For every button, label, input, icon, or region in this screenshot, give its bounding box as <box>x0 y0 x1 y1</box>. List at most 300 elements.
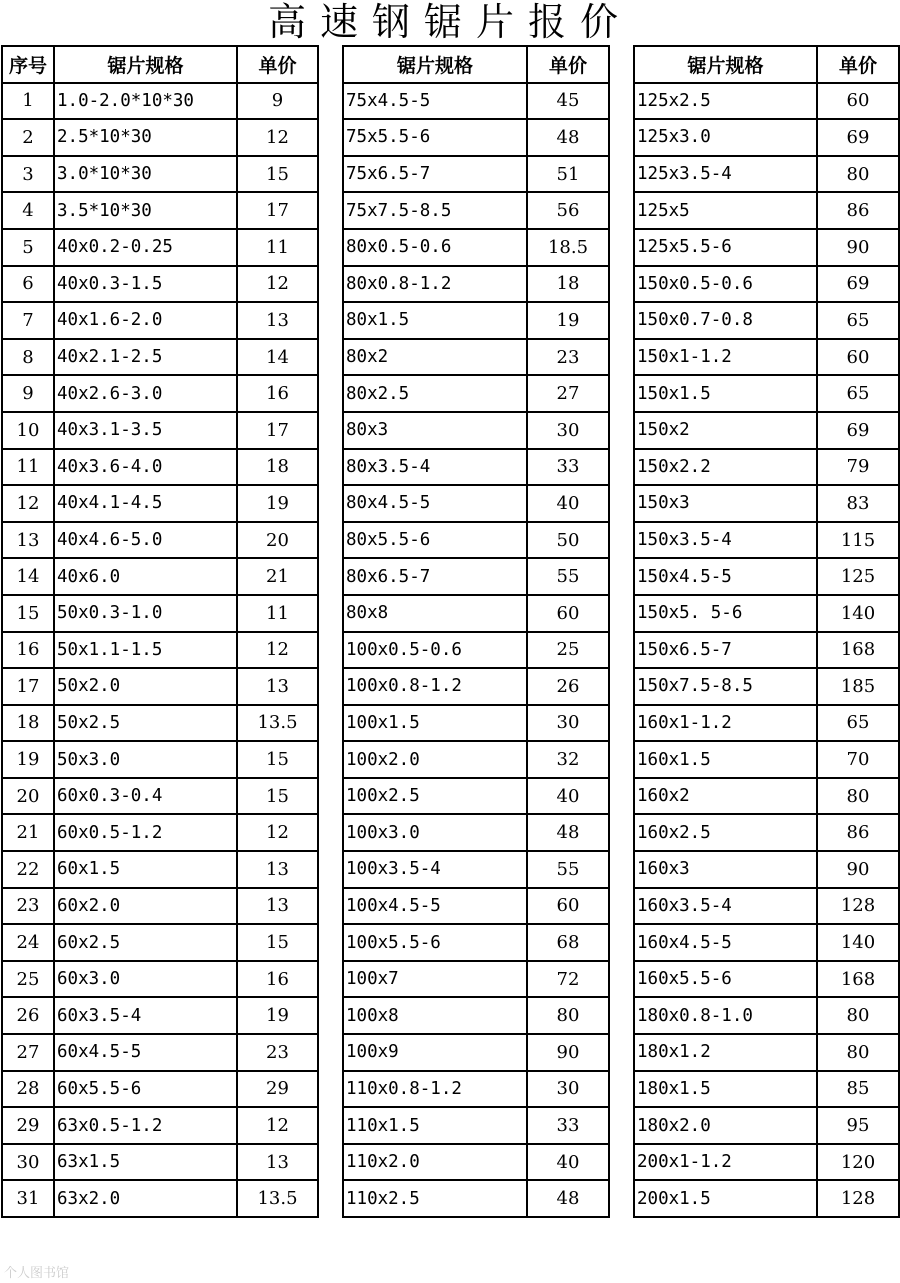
table-row <box>343 1071 609 1108</box>
spec-cell: 100x5.5-6 <box>343 924 527 961</box>
spec-cell: 80x8 <box>343 595 527 632</box>
table-row <box>2 632 318 669</box>
row-index: 1 <box>2 83 54 120</box>
row-index: 30 <box>2 1144 54 1181</box>
spec-cell: 50x1.1-1.5 <box>54 632 237 669</box>
spec-cell: 40x2.1-2.5 <box>54 339 237 376</box>
spec-cell: 100x3.0 <box>343 814 527 851</box>
table-row <box>634 888 899 925</box>
price-cell: 12 <box>237 814 318 851</box>
spec-cell: 100x9 <box>343 1034 527 1071</box>
spec-cell: 80x2.5 <box>343 375 527 412</box>
price-cell: 13 <box>237 668 318 705</box>
spec-cell: 180x2.0 <box>634 1107 817 1144</box>
row-index: 5 <box>2 229 54 266</box>
spec-cell: 63x1.5 <box>54 1144 237 1181</box>
spec-cell: 60x4.5-5 <box>54 1034 237 1071</box>
table-row <box>343 632 609 669</box>
spec-cell: 40x1.6-2.0 <box>54 302 237 339</box>
table-row <box>634 741 899 778</box>
table-row <box>2 1071 318 1108</box>
price-cell: 18 <box>527 266 609 303</box>
price-cell: 23 <box>237 1034 318 1071</box>
spec-cell: 2.5*10*30 <box>54 119 237 156</box>
spec-cell: 125x3.5-4 <box>634 156 817 193</box>
table-row <box>2 1180 318 1217</box>
row-index: 15 <box>2 595 54 632</box>
header-price: 单价 <box>237 46 318 83</box>
price-cell: 80 <box>527 997 609 1034</box>
spec-cell: 80x3.5-4 <box>343 449 527 486</box>
spec-cell: 60x3.5-4 <box>54 997 237 1034</box>
price-cell: 19 <box>237 485 318 522</box>
price-cell: 13 <box>237 302 318 339</box>
page-title: 高速钢锯片报价 <box>267 0 632 44</box>
table-row <box>634 339 899 376</box>
row-index: 23 <box>2 888 54 925</box>
row-index: 17 <box>2 668 54 705</box>
price-cell: 90 <box>817 851 899 888</box>
row-index: 10 <box>2 412 54 449</box>
table-row <box>343 595 609 632</box>
table-row <box>343 851 609 888</box>
table-row <box>343 997 609 1034</box>
table-row <box>2 961 318 998</box>
row-index: 18 <box>2 705 54 742</box>
table-row <box>2 375 318 412</box>
price-cell: 48 <box>527 119 609 156</box>
table-row <box>634 119 899 156</box>
table-row <box>634 1180 899 1217</box>
table-row <box>343 412 609 449</box>
spec-cell: 160x3.5-4 <box>634 888 817 925</box>
spec-cell: 100x0.5-0.6 <box>343 632 527 669</box>
table-row <box>634 961 899 998</box>
price-cell: 70 <box>817 741 899 778</box>
spec-cell: 150x2.2 <box>634 449 817 486</box>
table-row <box>2 412 318 449</box>
spec-cell: 1.0-2.0*10*30 <box>54 83 237 120</box>
table-row <box>2 851 318 888</box>
table-row <box>2 83 318 120</box>
price-cell: 60 <box>527 595 609 632</box>
price-cell: 56 <box>527 192 609 229</box>
table-row <box>2 1034 318 1071</box>
price-cell: 120 <box>817 1144 899 1181</box>
spec-cell: 63x0.5-1.2 <box>54 1107 237 1144</box>
table-row <box>634 412 899 449</box>
table-row <box>2 888 318 925</box>
row-index: 7 <box>2 302 54 339</box>
spec-cell: 150x2 <box>634 412 817 449</box>
table-row <box>343 192 609 229</box>
spec-cell: 60x1.5 <box>54 851 237 888</box>
price-cell: 65 <box>817 302 899 339</box>
price-cell: 33 <box>527 1107 609 1144</box>
header-index: 序号 <box>2 46 54 83</box>
spec-cell: 110x1.5 <box>343 1107 527 1144</box>
spec-cell: 80x0.5-0.6 <box>343 229 527 266</box>
table-row <box>2 668 318 705</box>
spec-cell: 63x2.0 <box>54 1180 237 1217</box>
price-cell: 60 <box>527 888 609 925</box>
price-cell: 13.5 <box>237 1180 318 1217</box>
price-cell: 185 <box>817 668 899 705</box>
price-table-3 <box>633 45 900 1218</box>
table-row <box>2 522 318 559</box>
price-cell: 15 <box>237 778 318 815</box>
price-cell: 80 <box>817 156 899 193</box>
price-cell: 32 <box>527 741 609 778</box>
spec-cell: 160x2.5 <box>634 814 817 851</box>
price-cell: 48 <box>527 1180 609 1217</box>
spec-cell: 40x4.1-4.5 <box>54 485 237 522</box>
spec-cell: 125x5.5-6 <box>634 229 817 266</box>
price-cell: 125 <box>817 558 899 595</box>
price-cell: 140 <box>817 924 899 961</box>
table-row <box>343 741 609 778</box>
price-cell: 85 <box>817 1071 899 1108</box>
table-row <box>343 522 609 559</box>
price-cell: 40 <box>527 778 609 815</box>
price-cell: 86 <box>817 192 899 229</box>
price-cell: 30 <box>527 1071 609 1108</box>
table-row <box>634 1107 899 1144</box>
spec-cell: 80x1.5 <box>343 302 527 339</box>
spec-cell: 50x2.0 <box>54 668 237 705</box>
price-cell: 68 <box>527 924 609 961</box>
spec-cell: 110x2.0 <box>343 1144 527 1181</box>
spec-cell: 40x2.6-3.0 <box>54 375 237 412</box>
price-cell: 65 <box>817 375 899 412</box>
table-row <box>2 558 318 595</box>
spec-cell: 60x2.0 <box>54 888 237 925</box>
spec-cell: 150x6.5-7 <box>634 632 817 669</box>
row-index: 4 <box>2 192 54 229</box>
spec-cell: 75x4.5-5 <box>343 83 527 120</box>
row-index: 12 <box>2 485 54 522</box>
table-row <box>343 924 609 961</box>
table-row <box>634 302 899 339</box>
table-row <box>2 339 318 376</box>
table-row <box>343 302 609 339</box>
table-row <box>343 119 609 156</box>
table-row <box>343 375 609 412</box>
spec-cell: 150x4.5-5 <box>634 558 817 595</box>
table-row <box>634 522 899 559</box>
price-cell: 18 <box>237 449 318 486</box>
row-index: 20 <box>2 778 54 815</box>
spec-cell: 150x3 <box>634 485 817 522</box>
row-index: 27 <box>2 1034 54 1071</box>
table-row <box>2 485 318 522</box>
table-row <box>2 449 318 486</box>
price-cell: 80 <box>817 778 899 815</box>
table-row <box>2 266 318 303</box>
spec-cell: 180x0.8-1.0 <box>634 997 817 1034</box>
spec-cell: 160x4.5-5 <box>634 924 817 961</box>
header-spec: 锯片规格 <box>54 46 237 83</box>
table-row <box>634 632 899 669</box>
table-row <box>343 1144 609 1181</box>
spec-cell: 150x3.5-4 <box>634 522 817 559</box>
spec-cell: 150x1.5 <box>634 375 817 412</box>
row-index: 19 <box>2 741 54 778</box>
table-row <box>2 705 318 742</box>
price-cell: 12 <box>237 266 318 303</box>
spec-cell: 80x3 <box>343 412 527 449</box>
price-cell: 80 <box>817 1034 899 1071</box>
table-row <box>343 705 609 742</box>
table-row <box>2 229 318 266</box>
price-cell: 40 <box>527 1144 609 1181</box>
spec-cell: 50x3.0 <box>54 741 237 778</box>
price-cell: 72 <box>527 961 609 998</box>
price-cell: 90 <box>817 229 899 266</box>
price-cell: 16 <box>237 375 318 412</box>
price-cell: 79 <box>817 449 899 486</box>
row-index: 25 <box>2 961 54 998</box>
spec-cell: 100x1.5 <box>343 705 527 742</box>
spec-cell: 100x3.5-4 <box>343 851 527 888</box>
table-row <box>2 778 318 815</box>
price-cell: 14 <box>237 339 318 376</box>
spec-cell: 40x4.6-5.0 <box>54 522 237 559</box>
price-cell: 90 <box>527 1034 609 1071</box>
price-cell: 21 <box>237 558 318 595</box>
spec-cell: 40x3.1-3.5 <box>54 412 237 449</box>
table-row <box>634 375 899 412</box>
price-table-1 <box>1 45 319 1218</box>
table-row <box>634 705 899 742</box>
table-row <box>343 558 609 595</box>
table-header-row <box>343 46 609 83</box>
price-cell: 15 <box>237 156 318 193</box>
table-row <box>634 814 899 851</box>
price-cell: 16 <box>237 961 318 998</box>
table-row <box>2 924 318 961</box>
spec-cell: 125x2.5 <box>634 83 817 120</box>
spec-cell: 80x2 <box>343 339 527 376</box>
price-cell: 51 <box>527 156 609 193</box>
row-index: 6 <box>2 266 54 303</box>
header-price: 单价 <box>817 46 899 83</box>
spec-cell: 150x1-1.2 <box>634 339 817 376</box>
spec-cell: 150x0.5-0.6 <box>634 266 817 303</box>
row-index: 8 <box>2 339 54 376</box>
spec-cell: 60x3.0 <box>54 961 237 998</box>
row-index: 28 <box>2 1071 54 1108</box>
price-cell: 12 <box>237 632 318 669</box>
table-row <box>2 595 318 632</box>
price-cell: 65 <box>817 705 899 742</box>
row-index: 9 <box>2 375 54 412</box>
price-cell: 30 <box>527 412 609 449</box>
price-cell: 40 <box>527 485 609 522</box>
spec-cell: 160x3 <box>634 851 817 888</box>
price-cell: 83 <box>817 485 899 522</box>
price-cell: 13 <box>237 888 318 925</box>
table-row <box>634 924 899 961</box>
spec-cell: 100x4.5-5 <box>343 888 527 925</box>
spec-cell: 200x1.5 <box>634 1180 817 1217</box>
spec-cell: 3.5*10*30 <box>54 192 237 229</box>
price-cell: 9 <box>237 83 318 120</box>
spec-cell: 40x0.2-0.25 <box>54 229 237 266</box>
price-cell: 19 <box>237 997 318 1034</box>
header-price: 单价 <box>527 46 609 83</box>
price-cell: 12 <box>237 1107 318 1144</box>
price-cell: 25 <box>527 632 609 669</box>
price-cell: 60 <box>817 339 899 376</box>
price-cell: 19 <box>527 302 609 339</box>
spec-cell: 80x6.5-7 <box>343 558 527 595</box>
header-spec: 锯片规格 <box>343 46 527 83</box>
table-row <box>634 266 899 303</box>
spec-cell: 110x2.5 <box>343 1180 527 1217</box>
price-cell: 29 <box>237 1071 318 1108</box>
row-index: 2 <box>2 119 54 156</box>
table-row <box>634 83 899 120</box>
spec-cell: 125x3.0 <box>634 119 817 156</box>
spec-cell: 40x0.3-1.5 <box>54 266 237 303</box>
spec-cell: 110x0.8-1.2 <box>343 1071 527 1108</box>
row-index: 16 <box>2 632 54 669</box>
spec-cell: 3.0*10*30 <box>54 156 237 193</box>
table-row <box>634 778 899 815</box>
table-row <box>634 485 899 522</box>
spec-cell: 200x1-1.2 <box>634 1144 817 1181</box>
price-cell: 128 <box>817 1180 899 1217</box>
price-cell: 168 <box>817 961 899 998</box>
price-cell: 15 <box>237 741 318 778</box>
table-header-row <box>2 46 318 83</box>
row-index: 11 <box>2 449 54 486</box>
price-cell: 140 <box>817 595 899 632</box>
price-cell: 30 <box>527 705 609 742</box>
spec-cell: 160x2 <box>634 778 817 815</box>
price-cell: 15 <box>237 924 318 961</box>
price-cell: 55 <box>527 558 609 595</box>
spec-cell: 180x1.5 <box>634 1071 817 1108</box>
table-row <box>2 997 318 1034</box>
table-row <box>2 814 318 851</box>
table-row <box>2 1144 318 1181</box>
price-cell: 12 <box>237 119 318 156</box>
price-cell: 18.5 <box>527 229 609 266</box>
price-cell: 69 <box>817 266 899 303</box>
spec-cell: 75x7.5-8.5 <box>343 192 527 229</box>
price-cell: 128 <box>817 888 899 925</box>
table-row <box>634 156 899 193</box>
spec-cell: 40x3.6-4.0 <box>54 449 237 486</box>
table-header-row <box>634 46 899 83</box>
price-cell: 60 <box>817 83 899 120</box>
price-cell: 17 <box>237 412 318 449</box>
table-row <box>343 485 609 522</box>
price-cell: 115 <box>817 522 899 559</box>
row-index: 31 <box>2 1180 54 1217</box>
table-row <box>634 558 899 595</box>
spec-cell: 100x2.5 <box>343 778 527 815</box>
row-index: 22 <box>2 851 54 888</box>
table-row <box>2 302 318 339</box>
table-row <box>343 1107 609 1144</box>
table-row <box>2 119 318 156</box>
table-row <box>343 888 609 925</box>
table-row <box>343 1034 609 1071</box>
price-cell: 20 <box>237 522 318 559</box>
table-row <box>343 83 609 120</box>
table-row <box>343 266 609 303</box>
row-index: 13 <box>2 522 54 559</box>
price-cell: 69 <box>817 119 899 156</box>
table-row <box>634 851 899 888</box>
header-spec: 锯片规格 <box>634 46 817 83</box>
table-row <box>343 339 609 376</box>
price-cell: 26 <box>527 668 609 705</box>
table-row <box>343 229 609 266</box>
spec-cell: 40x6.0 <box>54 558 237 595</box>
table-row <box>634 229 899 266</box>
table-row <box>343 814 609 851</box>
table-row <box>343 668 609 705</box>
spec-cell: 180x1.2 <box>634 1034 817 1071</box>
table-row <box>2 156 318 193</box>
table-row <box>343 778 609 815</box>
price-cell: 33 <box>527 449 609 486</box>
row-index: 21 <box>2 814 54 851</box>
table-row <box>634 997 899 1034</box>
price-cell: 13.5 <box>237 705 318 742</box>
table-row <box>343 449 609 486</box>
price-cell: 23 <box>527 339 609 376</box>
table-row <box>634 668 899 705</box>
table-row <box>343 961 609 998</box>
row-index: 24 <box>2 924 54 961</box>
spec-cell: 150x5. 5-6 <box>634 595 817 632</box>
spec-cell: 60x5.5-6 <box>54 1071 237 1108</box>
price-cell: 11 <box>237 229 318 266</box>
row-index: 29 <box>2 1107 54 1144</box>
table-row <box>634 449 899 486</box>
spec-cell: 60x0.3-0.4 <box>54 778 237 815</box>
spec-cell: 125x5 <box>634 192 817 229</box>
table-row <box>634 595 899 632</box>
table-row <box>634 1071 899 1108</box>
price-cell: 13 <box>237 851 318 888</box>
price-cell: 17 <box>237 192 318 229</box>
price-cell: 80 <box>817 997 899 1034</box>
spec-cell: 80x4.5-5 <box>343 485 527 522</box>
table-row <box>343 156 609 193</box>
price-cell: 168 <box>817 632 899 669</box>
price-cell: 45 <box>527 83 609 120</box>
spec-cell: 60x0.5-1.2 <box>54 814 237 851</box>
price-cell: 55 <box>527 851 609 888</box>
spec-cell: 60x2.5 <box>54 924 237 961</box>
row-index: 26 <box>2 997 54 1034</box>
spec-cell: 100x2.0 <box>343 741 527 778</box>
spec-cell: 160x1.5 <box>634 741 817 778</box>
spec-cell: 150x7.5-8.5 <box>634 668 817 705</box>
price-cell: 86 <box>817 814 899 851</box>
spec-cell: 80x5.5-6 <box>343 522 527 559</box>
table-row <box>634 1144 899 1181</box>
watermark: 个人图书馆 <box>4 1266 70 1281</box>
spec-cell: 80x0.8-1.2 <box>343 266 527 303</box>
spec-cell: 160x1-1.2 <box>634 705 817 742</box>
